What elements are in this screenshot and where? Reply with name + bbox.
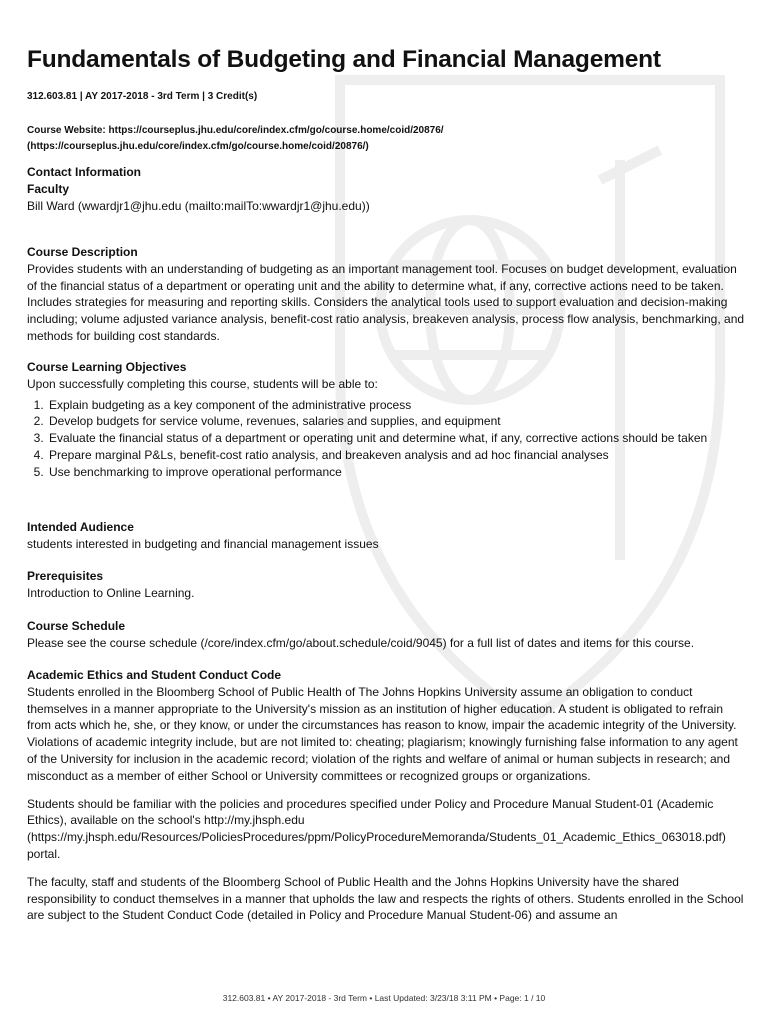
learning-objectives-list: [27, 397, 745, 481]
academic-ethics-section: [27, 667, 745, 924]
list-item: 3. Evaluate the financial status of a department or operating unit and determine what, if any, corrective actions should be taken: [47, 430, 745, 447]
course-meta-line: 312.603.81 | AY 2017-2018 - 3rd Term | 3 Credit(s): [27, 91, 258, 102]
list-item: 1. Explain budgeting as a key component of the administrative process: [47, 397, 745, 414]
academic-ethics-paragraph-2[interactable]: Students should be familiar with the policies and procedures specified under Policy and Procedure Manual Student-01 (Academic Ethics), available on the school's http://my.jhsph.edu (https://my.jhsph.edu/Resources/PoliciesProcedures/ppm/PolicyProcedureMemoranda/Students_01_Academic_Ethics_063018.pdf) portal.: [27, 796, 726, 861]
intended-audience-text: students interested in budgeting and financial management issues: [27, 536, 379, 551]
prerequisites-heading: Prerequisites: [27, 569, 104, 583]
prerequisites-text: Introduction to Online Learning.: [27, 585, 195, 600]
course-schedule-text[interactable]: Please see the course schedule (/core/index.cfm/go/about.schedule/coid/9045) for a full list of dates and items for this course.: [27, 635, 695, 650]
page-footer: 312.603.81 • AY 2017-2018 - 3rd Term • Last Updated: 3/23/18 3:11 PM • Page: 1 / 10: [222, 993, 546, 1003]
academic-ethics-heading: Academic Ethics and Student Conduct Code: [27, 668, 282, 682]
learning-objectives-section: [27, 359, 745, 481]
list-item: 5. Use benchmarking to improve operational performance: [47, 464, 745, 481]
course-schedule-section: [27, 618, 745, 652]
academic-ethics-paragraph-3: The faculty, staff and students of the Bloomberg School of Public Health and the Johns Hopkins University have the shared responsibility to conduct themselves in a manner that upholds the law and respects the rights of others. Students enrolled in the School are subject to the Student Conduct Code (detailed in Policy and Procedure Manual Student-06) and assume an: [27, 874, 744, 923]
course-description-section: [27, 244, 745, 345]
document-title: Fundamentals of Budgeting and Financial Management: [27, 46, 661, 73]
intended-audience-section: [27, 519, 745, 553]
faculty-subheading: Faculty: [27, 181, 70, 196]
prerequisites-section: [27, 568, 745, 602]
course-description-text: Provides students with an understanding of budgeting as an important management tool. Focuses on budget development, evaluation of the financial status of a department or operating unit and the ability to determine what, if any, corrective actions need to be taken. Includes strategies for measuring and reporting skills. Considers the analytical tools used to support evaluation and decision-making including; volume adjusted variance analysis, benefit-cost ratio analysis, breakeven analysis, process flow analysis, benchmarking, and methods for building cost standards.: [27, 261, 745, 343]
course-description-heading: Course Description: [27, 245, 138, 259]
course-website[interactable]: Course Website: https://courseplus.jhu.edu/core/index.cfm/go/course.home/coid/20876/ (https://courseplus.jhu.edu/core/index.cfm/go/course.home/coid/20876/): [27, 125, 444, 152]
list-item: 2. Develop budgets for service volume, revenues, salaries and supplies, and equipment: [47, 413, 745, 430]
learning-objectives-intro: Upon successfully completing this course, students will be able to:: [27, 376, 378, 391]
learning-objectives-heading: Course Learning Objectives: [27, 360, 187, 374]
faculty-contact[interactable]: Bill Ward (wwardjr1@jhu.edu (mailto:mailTo:wwardjr1@jhu.edu)): [27, 198, 370, 213]
contact-heading: Contact Information: [27, 165, 141, 179]
list-item: 4. Prepare marginal P&Ls, benefit-cost ratio analysis, and breakeven analysis and ad hoc financial analyses: [47, 447, 745, 464]
academic-ethics-paragraph-1: Students enrolled in the Bloomberg School of Public Health of The Johns Hopkins University assume an obligation to conduct themselves in a manner appropriate to the University's mission as an institution of higher education. A student is obligated to refrain from acts which he, she, or they know, or under the circumstances has reason to know, impair the academic integrity of the University. Violations of academic integrity include, but are not limited to: cheating; plagiarism; knowingly furnishing false information to any agent of the University for inclusion in the academic record; violation of the rights and welfare of animal or human subjects in research; and misconduct as a member of either School or University committees or recognized groups or organizations.: [27, 684, 738, 783]
contact-section: [27, 164, 745, 214]
course-schedule-heading: Course Schedule: [27, 619, 126, 633]
intended-audience-heading: Intended Audience: [27, 520, 134, 534]
